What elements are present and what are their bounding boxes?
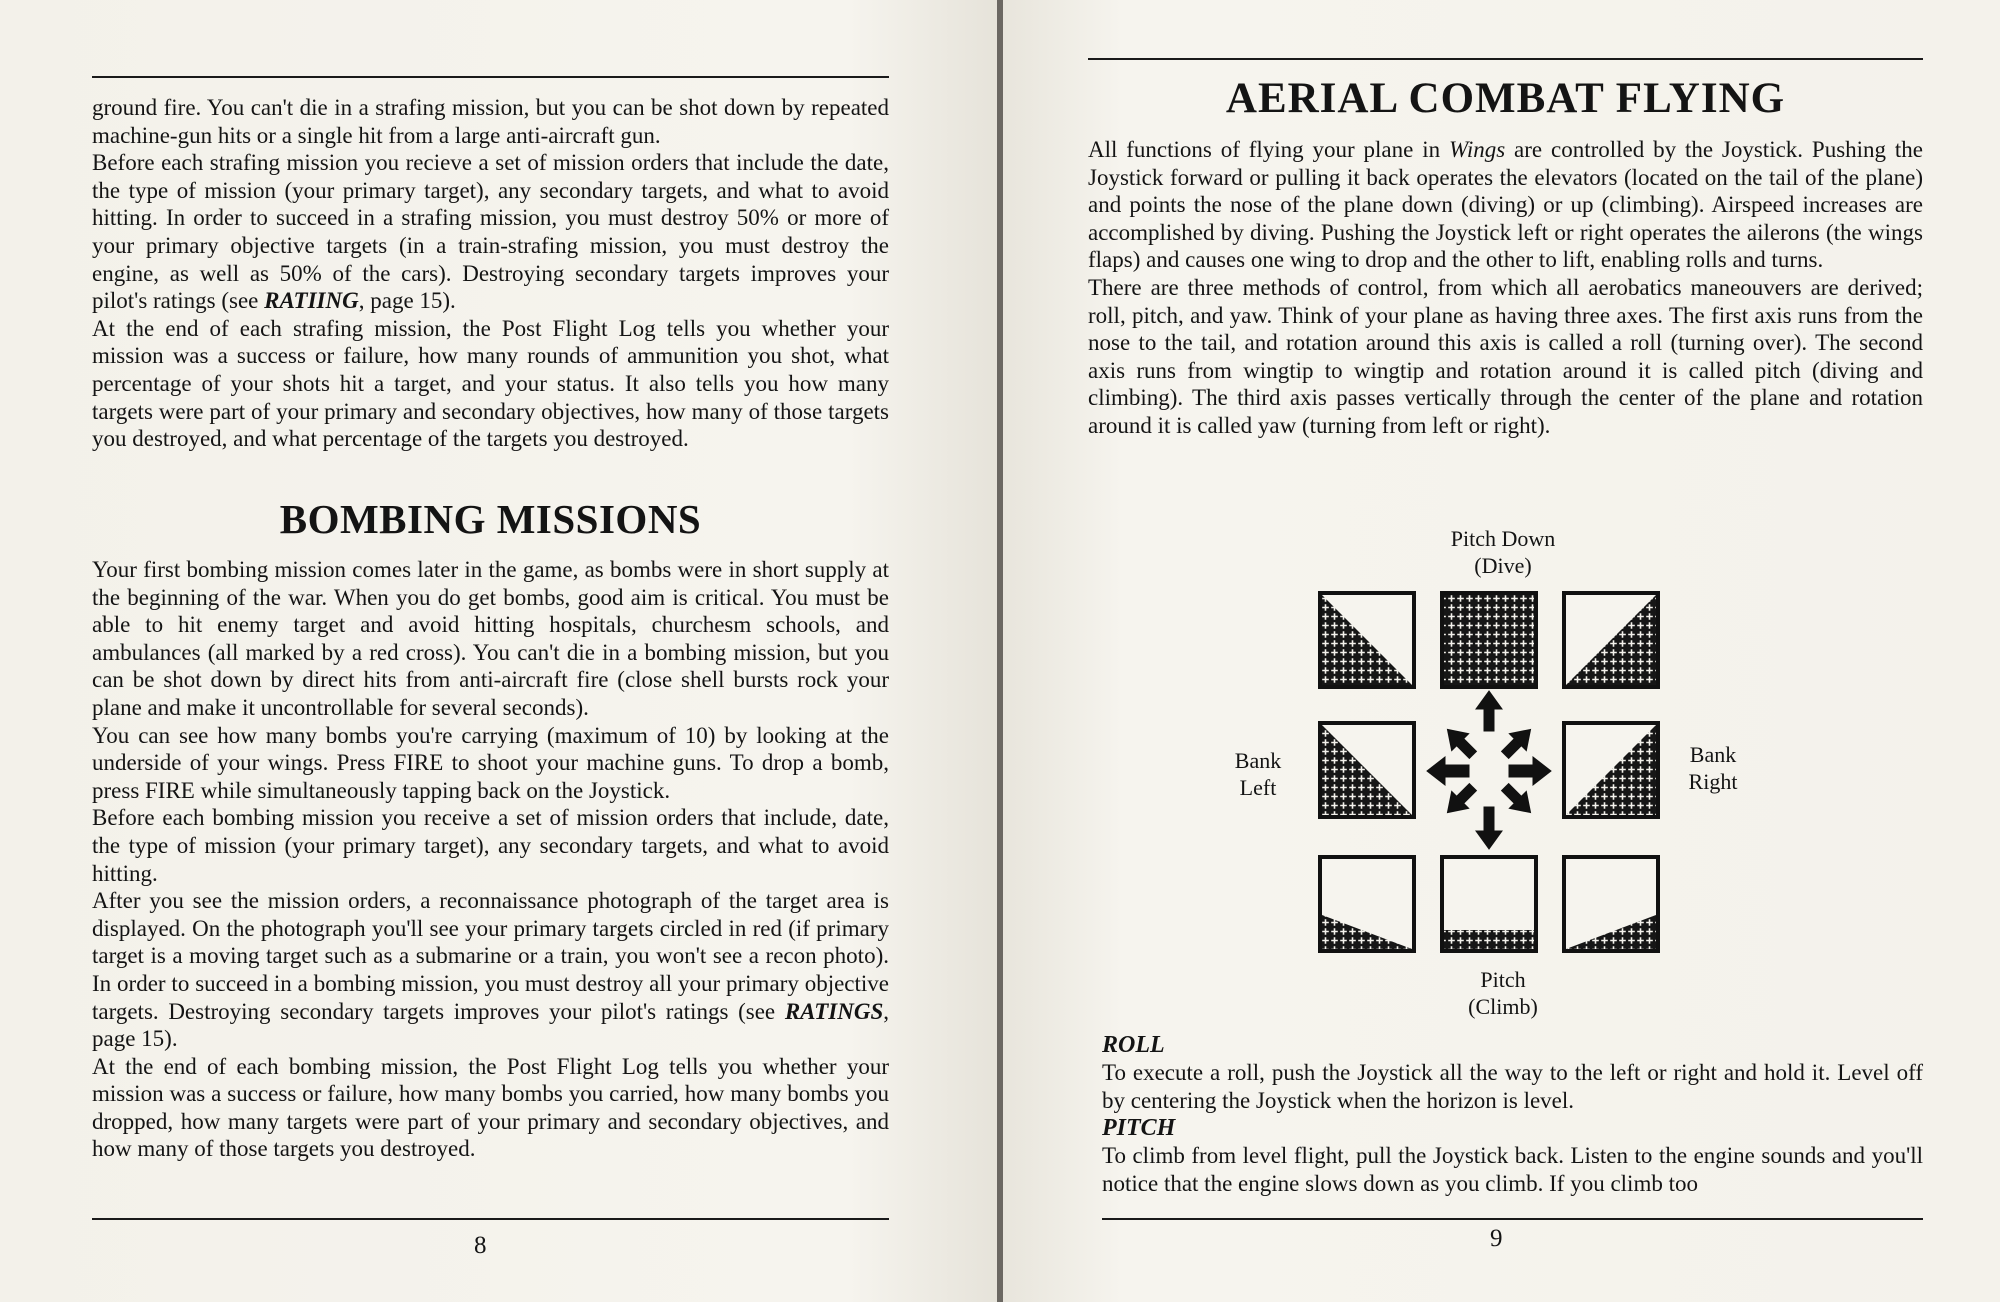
bank-left-box [1320, 723, 1414, 817]
strafing-text [92, 94, 889, 453]
left-page [0, 0, 997, 1302]
top-rule [1088, 58, 1923, 60]
paragraph: You can see how many bombs you're carrying (maximum of 10) by looking at the underside of your wings. Press FIRE to shoot your machine guns. To drop a bomb, press FIRE while simultaneously tapping back on the Joystick. [92, 722, 889, 803]
bank-right-label: Bank Right [1688, 742, 1738, 794]
page-number: 8 [474, 1232, 487, 1259]
climb-left-box [1320, 857, 1414, 951]
intro-text [1088, 136, 1923, 440]
ratings-reference: RATIING [264, 288, 359, 314]
paragraph: There are three methods of control, from which all aerobatics maneouvers are derived; roll, pitch, and yaw. Think of your plane as having three axes. The first axis runs from the nose to the tail, and rotation around this axis is called a roll (turning over). The second axis runs from wingtip to wingtip and rotation around it is called pitch (diving and climbing). The third axis passes vertically through the center of the plane and rotation around it is called yaw (turning from left or right). [1088, 274, 1923, 438]
top-rule [92, 76, 889, 78]
arrow-left-icon [1427, 757, 1469, 785]
bank-left-label: Bank Left [1234, 748, 1282, 800]
paragraph: At the end of each strafing mission, the Post Flight Log tells you whether your mission was a success or failure, how many rounds of ammunition you shot, what percentage of your shots hit a target, and your status. It also tells you how many targets were part of your primary and secondary objectives, how many of those targets you destroyed, and what percentage of the targets you destroyed. [92, 315, 889, 452]
section-heading: BOMBING MISSIONS [279, 496, 702, 542]
paragraph: All functions of flying your plane in Wings are controlled by the Joystick. Pushing the Joystick forward or pulling it back operates the elevators (located on the tail of the plane) and points the nose of the plane down (diving) or up (climbing). Airspeed increases are accomplished by diving. Pushing the Joystick left or right operates the ailerons (the wings flaps) and causes one wing to drop and the other to lift, enabling rolls and turns. [1088, 137, 1923, 273]
paragraph: Before each bombing mission you receive a set of mission orders that include, date, the type of mission (your primary target), any secondary targets, and what to avoid hitting. [92, 805, 889, 886]
climb-box [1442, 857, 1536, 951]
roll-pitch-text [1102, 1031, 1923, 1197]
pitch-heading: PITCH [1102, 1115, 1176, 1142]
bottom-rule [92, 1218, 889, 1220]
bank-right-box [1564, 723, 1658, 817]
dive-box [1442, 593, 1536, 687]
paragraph: To execute a roll, push the Joystick all the way to the left or right and hold it. Level off by centering the Joystick when the horizon is level. [1102, 1060, 1923, 1113]
dive-left-box [1320, 593, 1414, 687]
ratings-reference: RATINGS [784, 998, 884, 1024]
page-number: 9 [1490, 1225, 1503, 1252]
arrow-up-icon [1476, 691, 1502, 731]
dive-right-box [1564, 593, 1658, 687]
roll-heading: ROLL [1102, 1032, 1165, 1058]
page-title: AERIAL COMBAT FLYING [1225, 75, 1786, 122]
direction-arrows [1427, 691, 1551, 849]
arrow-down-icon [1476, 807, 1502, 849]
paragraph: At the end of each bombing mission, the Post Flight Log tells you whether your mission was a success or failure, how many bombs you carried, how many bombs you dropped, how many targets were part of your primary and secondary objectives, and how many of those targets you destroyed. [92, 1053, 889, 1162]
paragraph: ground fire. You can't die in a strafing mission, but you can be shot down by repeated machine-gun hits or a single hit from a large anti-aircraft gun. [92, 95, 889, 148]
pitch-down-label: Pitch Down (Dive) [1450, 526, 1556, 578]
climb-right-box [1564, 857, 1658, 951]
paragraph: Your first bombing mission comes later in the game, as bombs were in short supply at the beginning of the war. When you do get bombs, good aim is critical. You must be able to hit enemy target and avoid hitting hospitals, churchesm schools, and ambulances (all marked by a red cross). You can't die in a bombing mission, but you can be shot down by direct hits from anti-aircraft fire (close shell bursts rock your plane and make it uncontrollable for several seconds). [92, 557, 889, 720]
pitch-climb-label: Pitch (Climb) [1468, 967, 1538, 1019]
paragraph: To climb from level flight, pull the Joystick back. Listen to the engine sounds and you'll notice that the engine slows down as you climb. If you climb too [1102, 1143, 1923, 1196]
joystick-diagram [1303, 585, 1663, 965]
arrow-right-icon [1509, 757, 1551, 785]
bottom-rule [1102, 1218, 1923, 1220]
paragraph: After you see the mission orders, a reconnaissance photograph of the target area is displayed. On the photograph you'll see your primary targets circled in red (if primary target is a moving target such as a submarine or a train, you won't see a recon photo). In order to succeed in a bombing mission, you must destroy all your primary objective targets. Destroying secondary targets improves your pilot's ratings (see RATINGS, page 15). [92, 888, 889, 1052]
bombing-text [92, 556, 889, 1163]
paragraph: Before each strafing mission you recieve a set of mission orders that include the date, the type of mission (your primary target), any secondary targets, and what to avoid hitting. In order to succeed in a strafing mission, you must destroy 50% or more of your primary objective targets (in a train-strafing mission, you must destroy the engine, as well as 50% of the cars). Destroying secondary targets improves your pilot's ratings (see RATIING, page 15). [92, 150, 889, 314]
